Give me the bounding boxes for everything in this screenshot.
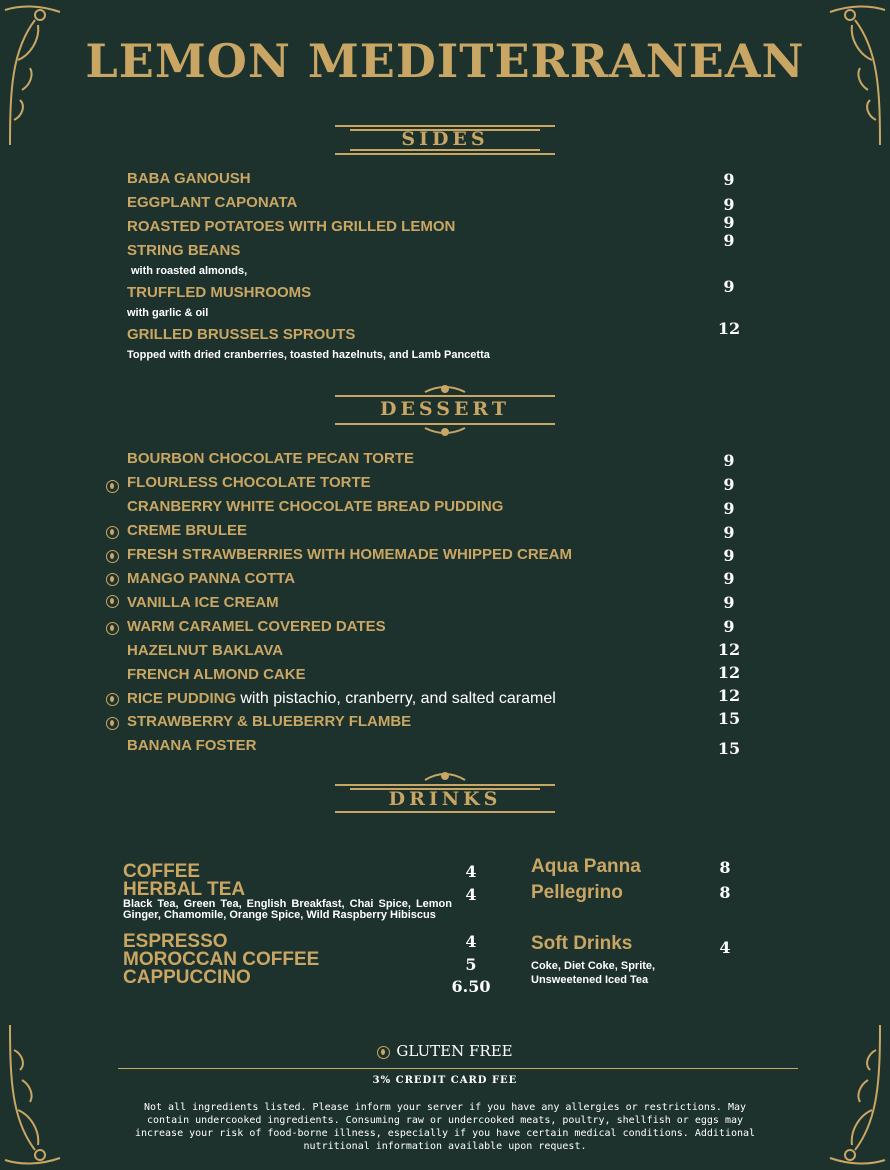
menu-item-price: 9 [723,195,735,214]
menu-item-price: 9 [723,277,735,296]
drink-item: COFFEE [123,861,201,882]
menu-item-price: 9 [723,451,735,470]
menu-item-inline-description: with pistachio, cranberry, and salted caramel [240,690,556,707]
gluten-free-icon [106,717,119,730]
menu-item: STRAWBERRY & BLUEBERRY FLAMBE [127,713,412,730]
menu-item: ROASTED POTATOES WITH GRILLED LEMON [127,218,456,235]
menu-item: BABA GANOUSH [127,170,251,187]
menu-item: VANILLA ICE CREAM [127,594,279,611]
drink-item: Soft Drinks [531,933,633,954]
drink-item: MOROCCAN COFFEE [123,949,320,970]
menu-item: STRING BEANS [127,242,241,259]
menu-item-price: 9 [723,569,735,588]
menu-item-price: 9 [723,170,735,189]
menu-item: BOURBON CHOCOLATE PECAN TORTE [127,450,414,467]
gluten-free-icon [106,595,119,608]
drink-item-price: 4 [465,932,477,951]
menu-item-price: 9 [723,617,735,636]
drink-item-price: 4 [719,938,731,957]
drink-item: Pellegrino [531,882,623,903]
drink-item-price: 4 [465,862,477,881]
menu-item-description: with garlic & oil [127,307,209,319]
menu-item: GRILLED BRUSSELS SPROUTS [127,326,356,343]
section-heading-dessert [0,384,890,454]
menu-item: EGGPLANT CAPONATA [127,194,298,211]
section-heading-drinks [0,770,890,840]
menu-item: FRENCH ALMOND CAKE [127,666,306,683]
menu-item-price: 12 [717,686,741,705]
menu-item-price: 9 [723,475,735,494]
footer-divider [118,1068,798,1069]
menu-item-price: 15 [717,709,741,728]
allergy-disclaimer: Not all ingredients listed. Please inform your server if you have any allergies or restrictions. May contain undercooked ingredients. Consuming raw or undercooked meats, poultry, shellfish or eggs may increase your risk of food-borne illness, especially if you have certain medical conditions. Additional nutritional information available upon request. [134,1102,756,1152]
menu-item-price: 12 [717,663,741,682]
menu-item-description: with roasted almonds, [131,265,248,277]
credit-card-fee: 3% CREDIT CARD FEE [372,1075,518,1086]
menu-item-price: 9 [723,546,735,565]
gluten-free-label: GLUTEN FREE [396,1042,513,1060]
menu-item-price: 9 [723,213,735,232]
menu-item: CRANBERRY WHITE CHOCOLATE BREAD PUDDING [127,498,504,515]
drink-item-description: Coke, Diet Coke, Sprite, Unsweetened Iced Tea [531,960,656,986]
menu-item: WARM CARAMEL COVERED DATES [127,618,386,635]
menu-item-description: Topped with dried cranberries, toasted hazelnuts, and Lamb Pancetta [127,349,490,361]
menu-item: BANANA FOSTER [127,737,257,754]
drink-item: Aqua Panna [531,856,641,877]
menu-item-price: 9 [723,499,735,518]
menu-item-price: 9 [723,593,735,612]
menu-item-price: 15 [717,739,741,758]
drink-item-price: 4 [465,885,477,904]
drink-item-price: 8 [719,883,731,902]
gluten-free-legend [0,1042,890,1060]
menu-item: MANGO PANNA COTTA [127,570,296,587]
gluten-free-icon [377,1046,390,1059]
gluten-free-icon [106,526,119,539]
drink-item-price: 5 [465,955,477,974]
menu-item: RICE PUDDING with pistachio, cranberry, and salted caramel [127,690,556,707]
gluten-free-icon [106,480,119,493]
menu-item: TRUFFLED MUSHROOMS [127,284,312,301]
menu-item-price: 12 [717,319,741,338]
menu-item-price: 9 [723,523,735,542]
menu-item: FRESH STRAWBERRIES WITH HOMEMADE WHIPPED CREAM [127,546,573,563]
drink-item-description: Black Tea, Green Tea, English Breakfast, Chai Spice, Lemon Ginger, Chamomile, Orange Spice, Wild Raspberry Hibiscus [123,898,452,921]
menu-item: CREME BRULEE [127,522,248,539]
menu-item: FLOURLESS CHOCOLATE TORTE [127,474,371,491]
restaurant-title: LEMON MEDITERRANEAN [85,34,805,88]
menu-item-price: 12 [717,640,741,659]
drink-item: HERBAL TEA [123,879,246,900]
drink-item: ESPRESSO [123,931,228,952]
gluten-free-icon [106,550,119,563]
drink-item-price: 8 [719,858,731,877]
menu-item-price: 9 [723,231,735,250]
drink-item: CAPPUCCINO [123,967,251,988]
gluten-free-icon [106,573,119,586]
menu-item: HAZELNUT BAKLAVA [127,642,284,659]
drink-item-price: 6.50 [451,977,491,996]
section-heading-label: DRINKS [388,788,502,810]
gluten-free-icon [106,693,119,706]
section-heading-label: SIDES [401,128,489,150]
gluten-free-icon [106,622,119,635]
section-heading-label: DESSERT [379,398,511,420]
